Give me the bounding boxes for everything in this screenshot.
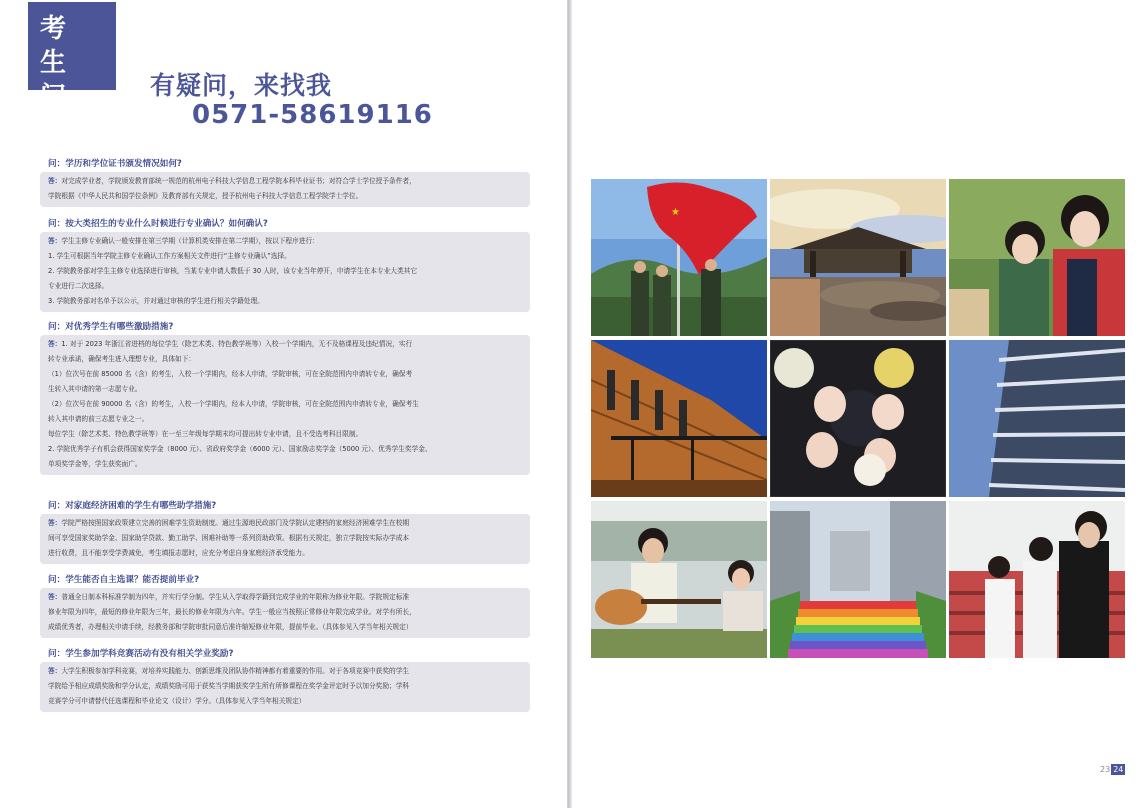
- answer-line: 答：学院严格按照国家政策建立完善的困难学生资助制度。通过生源地民政部门及学院认定建档的家庭经济困难学生在校期: [48, 519, 410, 527]
- answer-line: 答：大学生积极参加学科竞赛，对培养实践能力、创新思维及团队协作精神都有着重要的作用。对于各项竞赛中获奖的学生: [48, 667, 410, 675]
- answer-line: 答：1. 对于 2023 年浙江省进档的每位学生（除艺术类、特色教学班等）入校一个学期内，无不及格课程及违纪情况，实行: [48, 340, 413, 348]
- question: 问：按大类招生的专业什么时候进行专业确认？如何确认?: [48, 219, 268, 229]
- photo-rainbow-stairs: [770, 501, 946, 658]
- answer-label: 答：: [48, 593, 62, 601]
- answer-label: 答：: [48, 237, 62, 245]
- answer-line: 单项奖学金等，学生获奖面广。: [48, 460, 142, 468]
- answer-line: 成绩优秀者，办理相关申请手续，经教务部和学院审批同意后准许缩短修业年限，提前毕业。（具体参见入学当年相关规定）: [48, 623, 413, 631]
- answer-line: 进行收费，且不能享受学费减免，考生填报志愿时，应充分考虑自身家庭经济承受能力。: [48, 549, 309, 557]
- photo-copper-building: [591, 340, 767, 497]
- photo-campus-pavilion: [770, 179, 946, 336]
- qa-block-financial-aid: [40, 500, 530, 564]
- question: 问：对家庭经济困难的学生有哪些助学措施?: [48, 501, 217, 511]
- answer-line: 转专业承诺，确保考生进入理想专业，具体如下：: [48, 355, 196, 363]
- answer: [40, 662, 530, 712]
- phone-number: 0571-58619116: [192, 100, 433, 130]
- answer: [40, 588, 530, 638]
- qa-block-major-confirm: [40, 218, 530, 312]
- badge-line-2: 问 答: [40, 82, 77, 146]
- answer-label: 答：: [48, 177, 62, 185]
- question: 问：学生参加学科竞赛活动有没有相关学业奖励?: [48, 649, 234, 659]
- answer-line: 答：普通全日制本科标准学制为四年，并实行学分制。学生从入学取得学籍到完成学业的年限称为修业年限。学院规定标准: [48, 593, 410, 601]
- photo-flag-raising-ceremony: [591, 179, 767, 336]
- answer-line: 每位学生（除艺术类、特色教学班等）在一至三年级每学期末均可提出转专业申请，且不受选考科目限制。: [48, 430, 363, 438]
- qa-block-course-selection: [40, 574, 530, 638]
- photo-guitar-students: [591, 501, 767, 658]
- answer-line: 1. 学生可根据当年学院主修专业确认工作方案相关文件进行“主修专业确认”选择。: [48, 252, 291, 260]
- answer: [40, 335, 530, 475]
- answer: [40, 232, 530, 312]
- question: 问：对优秀学生有哪些激励措施?: [48, 322, 174, 332]
- question: 问：学生能否自主选课？能否提前毕业?: [48, 575, 200, 585]
- answer-line: 竞赛学分可申请替代任选课程和毕业论文（设计）学分。（具体参见入学当年相关规定）: [48, 697, 306, 705]
- answer-line: 答：学生主修专业确认一般安排在第三学期（计算机类安排在第二学期），按以下程序进行：: [48, 237, 319, 245]
- answer-line: （2）位次号在前 90000 名（含）的考生，入校一个学期内，经本人申请，学院审核，可在全院范围内申请转专业，确保考生: [48, 400, 419, 408]
- answer-label: 答：: [48, 340, 62, 348]
- answer-line: 修业年限为四年，最短的修业年限为三年，最长的修业年限为六年。学生一般应当按照正常修业年限完成学业。对学有所长，: [48, 608, 416, 616]
- left-page: [0, 0, 568, 808]
- answer-line: 2. 学院优秀学子有机会获得国家奖学金（8000 元）、省政府奖学金（6000 元）、国家励志奖学金（5000 元）、优秀学生奖学金、: [48, 445, 432, 453]
- page-number-left: 23: [1100, 765, 1111, 774]
- answer-line: 学院给予相应成绩奖励和学分认定，成绩奖励可用于获奖当学期获奖学生所有所修课程在奖学金评定时予以加分奖励；学科: [48, 682, 410, 690]
- photo-students-reading: [949, 179, 1125, 336]
- answer-line: 3. 学院教务部对名单予以公示，并对通过审核的学生进行相关学籍处理。: [48, 297, 264, 305]
- answer-line: 生转入其申请的第一志愿专业。: [48, 385, 142, 393]
- qa-block-degree: [40, 158, 530, 207]
- section-badge: [28, 2, 116, 146]
- qa-block-competition-awards: [40, 648, 530, 712]
- answer-line: 转入其申请的前三志愿专业之一。: [48, 415, 149, 423]
- page-numbers: [1100, 764, 1125, 775]
- question: 问：学历和学位证书颁发情况如何?: [48, 159, 182, 169]
- photo-blue-building: [949, 340, 1125, 497]
- qa-block-incentives: [40, 321, 530, 475]
- answer-label: 答：: [48, 519, 62, 527]
- answer-line: 答：对完成学业者，学院颁发教育部统一规范的杭州电子科技大学信息工程学院本科毕业证书；对符合学士学位授予条件者，: [48, 177, 416, 185]
- answer-line: （1）位次号在前 85000 名（含）的考生，入校一个学期内，经本人申请，学院审核，可在全院范围内申请转专业，确保考: [48, 370, 413, 378]
- answer-line: 学院根据《中华人民共和国学位条例》及教育部有关规定，授予杭州电子科技大学信息工程学院学士学位。: [48, 192, 363, 200]
- answer-line: 间可享受国家奖助学金、国家助学贷款、勤工助学、困难补助等一系列资助政策。根据有关规定，独立学院按实际办学成本: [48, 534, 410, 542]
- answer-label: 答：: [48, 667, 62, 675]
- answer: [40, 172, 530, 207]
- photo-graduates-circle: [770, 340, 946, 497]
- badge-line-1: 考 生: [40, 14, 77, 78]
- page-title: 有疑问，来找我: [150, 71, 333, 100]
- photo-cheering-students: [949, 501, 1125, 658]
- svg-text:★: ★: [671, 207, 680, 218]
- answer: [40, 514, 530, 564]
- answer-line: 2. 学院教务部对学生主修专业选择进行审核，当某专业申请人数低于 30 人时，该专业当年停开，申请学生在本专业大类其它: [48, 267, 418, 275]
- page-number-right: 24: [1113, 765, 1124, 774]
- answer-line: 专业进行二次选择。: [48, 282, 109, 290]
- photo-grid: [591, 179, 1125, 659]
